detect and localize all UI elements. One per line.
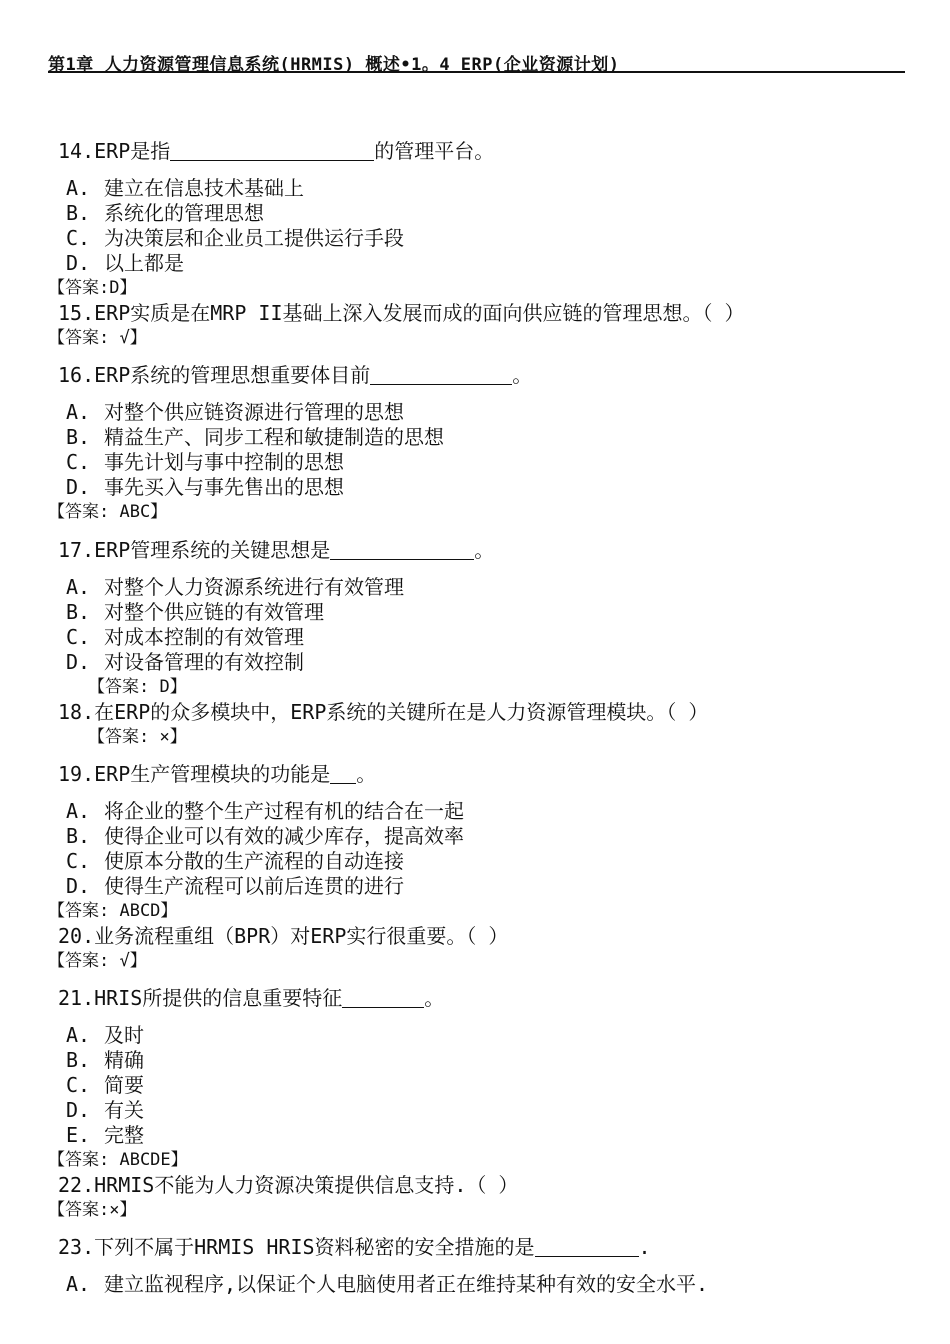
option-label: B. [66,600,91,624]
question-20: 20.业务流程重组（BPR）对ERP实行很重要。（ ） [58,924,509,948]
option-text: 及时 [104,1023,144,1047]
option-text: 完整 [104,1123,144,1147]
answer-blank [535,1236,639,1257]
option-label: A. [66,1023,91,1047]
question-14 [58,135,494,164]
option-text: 以上都是 [104,251,184,275]
option-text: 有关 [104,1098,144,1122]
answer-key: 【答案: ABCDE】 [48,1150,188,1170]
answer-key: 【答案: ABC】 [48,502,168,522]
question-16 [58,359,532,388]
option-text: 将企业的整个生产过程有机的结合在一起 [104,799,464,823]
option-label: D. [66,475,91,499]
option-text: 为决策层和企业员工提供运行手段 [104,226,404,250]
answer-blank [330,763,356,784]
option [66,1268,708,1297]
question-17 [58,534,494,563]
question-21 [58,982,444,1011]
answer-blank [170,140,374,161]
option-text: 精益生产、同步工程和敏捷制造的思想 [104,425,444,449]
option-text: 使得企业可以有效的减少库存，提高效率 [104,824,464,848]
page-header: 第1章 人力资源管理信息系统(HRMIS) 概述•1。4 ERP(企业资源计划) [48,55,620,75]
option-label: C. [66,450,91,474]
answer-key: 【答案: √】 [48,328,147,348]
option-text: 使得生产流程可以前后连贯的进行 [104,874,404,898]
option-label: D. [66,650,91,674]
option-label: A. [66,176,91,200]
option-text: 对整个供应链资源进行管理的思想 [104,400,404,424]
question-text: 17.ERP管理系统的关键思想是 [58,538,331,562]
answer-key: 【答案: ABCD】 [48,901,178,921]
answer-key: 【答案:D】 [48,278,137,298]
option-label: C. [66,226,91,250]
question-text: 。 [474,538,495,562]
option-text: 对整个供应链的有效管理 [104,600,324,624]
option [66,1119,144,1148]
question-text: 14.ERP是指 [58,139,171,163]
question-text: 。 [512,363,533,387]
option-text: 建立在信息技术基础上 [104,176,304,200]
option-label: E. [66,1123,91,1147]
option-label: D. [66,874,91,898]
option [66,646,304,675]
answer-blank [370,364,512,385]
answer-key: 【答案: D】 [88,677,187,697]
question-23 [58,1231,651,1260]
question-text: 21.HRIS所提供的信息重要特征 [58,986,343,1010]
option [66,870,404,899]
option-text: 对成本控制的有效管理 [104,625,304,649]
option-label: C. [66,849,91,873]
question-text: 。 [424,986,445,1010]
question-text: 的管理平台。 [374,139,495,163]
option-text: 建立监视程序,以保证个人电脑使用者正在维持某种有效的安全水平. [104,1272,709,1296]
option-text: 事先计划与事中控制的思想 [104,450,344,474]
option [66,471,344,500]
option-label: A. [66,799,91,823]
option-label: B. [66,1048,91,1072]
question-text: 16.ERP系统的管理思想重要体目前 [58,363,371,387]
option-label: A. [66,1272,91,1296]
option-text: 使原本分散的生产流程的自动连接 [104,849,404,873]
question-text: 23.下列不属于HRMIS HRIS资料秘密的安全措施的是 [58,1235,535,1259]
question-text: . [638,1235,651,1259]
question-text: 。 [356,762,377,786]
option-label: C. [66,625,91,649]
answer-blank [342,987,424,1008]
option-label: C. [66,1073,91,1097]
option-text: 事先买入与事先售出的思想 [104,475,344,499]
header-divider [48,71,905,73]
option-label: B. [66,201,91,225]
option-text: 对设备管理的有效控制 [104,650,304,674]
option-text: 对整个人力资源系统进行有效管理 [104,575,404,599]
option-label: D. [66,251,91,275]
option [66,247,184,276]
option-label: B. [66,824,91,848]
question-22: 22.HRMIS不能为人力资源决策提供信息支持.（ ） [58,1173,519,1197]
option-text: 系统化的管理思想 [104,201,264,225]
answer-key: 【答案: √】 [48,951,147,971]
question-15: 15.ERP实质是在MRP II基础上深入发展而成的面向供应链的管理思想。（ ） [58,301,745,325]
answer-blank [330,539,474,560]
option-text: 精确 [104,1048,144,1072]
option-label: A. [66,575,91,599]
question-text: 19.ERP生产管理模块的功能是 [58,762,331,786]
option-label: B. [66,425,91,449]
option-label: A. [66,400,91,424]
option-label: D. [66,1098,91,1122]
option-text: 简要 [104,1073,144,1097]
answer-key: 【答案:×】 [48,1200,137,1220]
question-19 [58,758,376,787]
answer-key: 【答案: ×】 [88,727,187,747]
question-18: 18.在ERP的众多模块中，ERP系统的关键所在是人力资源管理模块。（ ） [58,700,709,724]
